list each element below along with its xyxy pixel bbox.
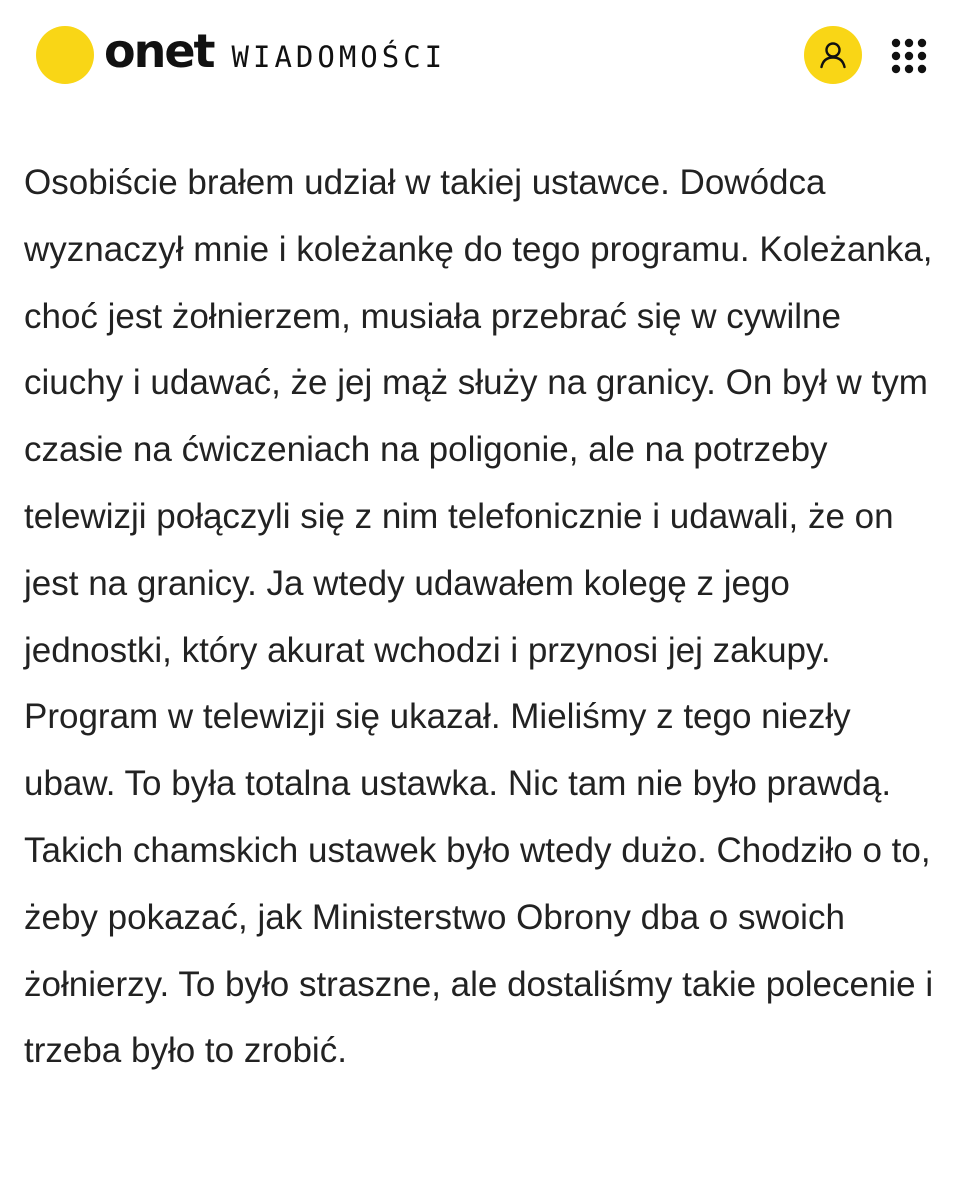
- menu-button[interactable]: [889, 36, 929, 76]
- onet-logo[interactable]: [36, 26, 446, 84]
- user-icon: [817, 39, 849, 71]
- grid-menu-icon: [889, 36, 929, 76]
- site-header: [0, 0, 959, 110]
- user-account-button[interactable]: [804, 26, 862, 84]
- logo-dot-icon: [36, 26, 94, 84]
- logo-wordmark: onet: [104, 24, 214, 78]
- article-paragraph: Osobiście brałem udział w takiej ustawce. Dowódca wyznaczył mnie i koleżankę do tego programu. Koleżanka, choć jest żołnierzem, musiała przebrać się w cywilne ciuchy i udawać, że jej mąż służy na granicy. On był w tym czasie na ćwiczeniach na poligonie, ale na potrzeby telewizji połączyli się z nim telefonicznie i udawali, że on jest na granicy. Ja wtedy udawałem kolegę z jego jednostki, który akurat wchodzi i przynosi jej zakupy. Program w telewizji się ukazał. Mieliśmy z tego niezły ubaw. To była totalna ustawka. Nic tam nie było prawdą. Takich chamskich ustawek było wtedy dużo. Chodziło o to, żeby pokazać, jak Ministerstwo Obrony dba o swoich żołnierzy. To było straszne, ale dostaliśmy takie polecenie i trzeba było to zrobić.: [24, 163, 934, 1071]
- section-name: WIADOMOŚCI: [231, 39, 447, 74]
